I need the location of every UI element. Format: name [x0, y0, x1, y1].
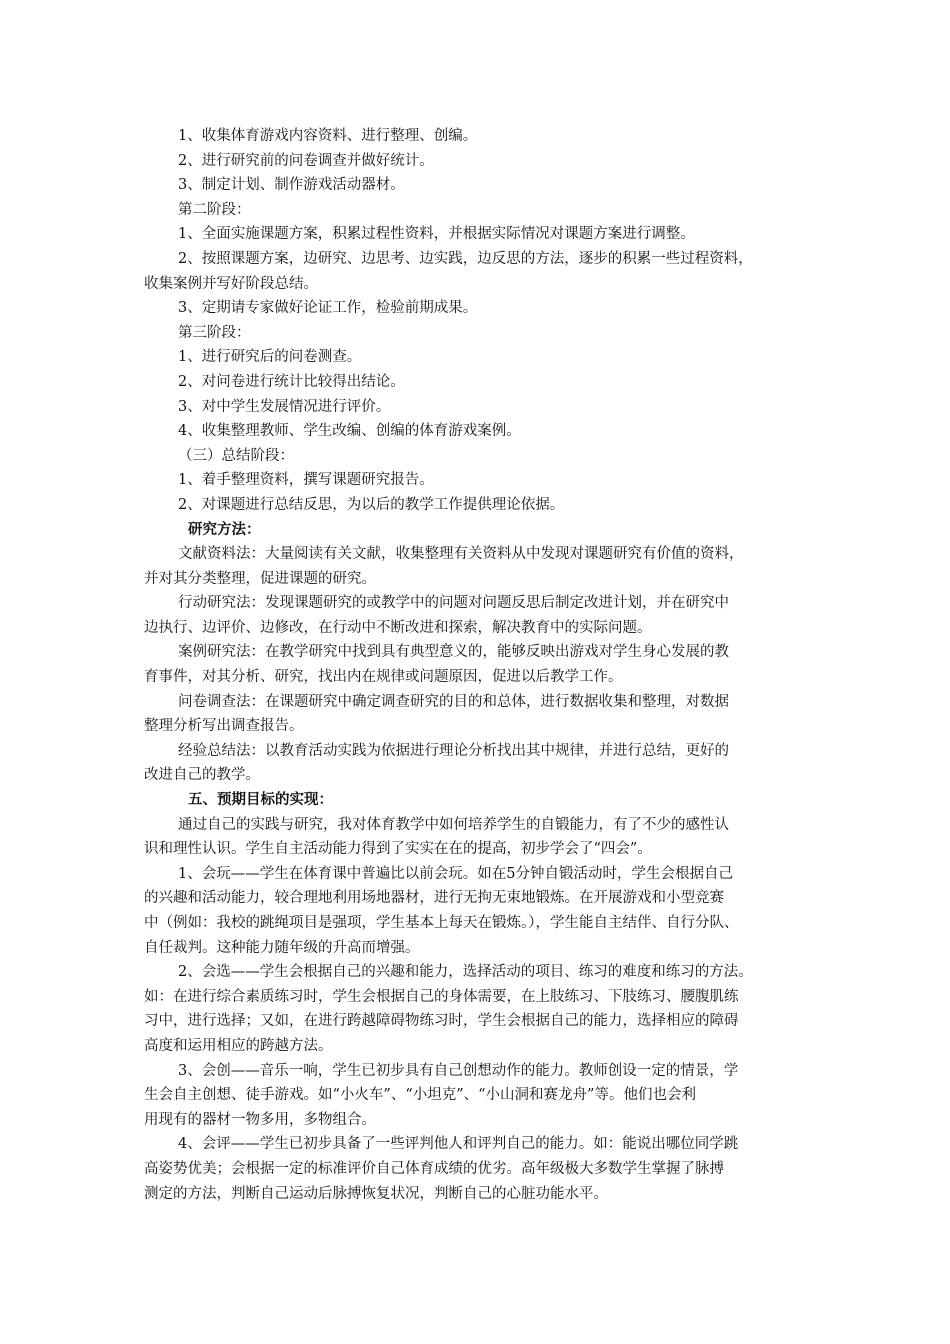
- text-line: 用现有的器材一物多用，多物组合。: [144, 1111, 376, 1128]
- text-line: 习中，进行选择；又如，在进行跨越障碍物练习时，学生会根据自己的能力，选择相应的障碍: [144, 1013, 739, 1030]
- text-line: 识和理性认识。学生自主活动能力得到了实实在在的提高，初步学会了“四会”。: [144, 841, 652, 858]
- text-line: 1、收集体育游戏内容资料、进行整理、创编。: [178, 128, 478, 144]
- text-line: 2、对课题进行总结反思，为以后的教学工作提供理论依据。: [178, 496, 565, 513]
- text-line: 3、会创——音乐一响，学生已初步具有自己创想动作的能力。教师创设一定的情景，学: [178, 1062, 739, 1079]
- text-line: 整理分析写出调查报告。: [144, 718, 304, 735]
- text-line: 高度和运用相应的跨越方法。: [144, 1037, 333, 1054]
- text-line: 1、进行研究后的问卷测查。: [178, 349, 362, 366]
- document-body: [144, 124, 812, 1206]
- text-line: 改进自己的教学。: [144, 767, 260, 784]
- text-line: 第三阶段：: [178, 324, 251, 341]
- text-line: 测定的方法，判断自己运动后脉搏恢复状况，判断自己的心脏功能水平。: [144, 1185, 608, 1202]
- text-line: 如：在进行综合素质练习时，学生会根据自己的身体需要，在上肢练习、下肢练习、腰腹肌练: [144, 988, 739, 1005]
- text-line: 行动研究法：发现课题研究的或教学中的问题对问题反思后制定改进计划，并在研究中: [178, 595, 729, 612]
- text-line: 育事件，对其分析、研究，找出内在规律或问题原因，促进以后教学工作。: [144, 669, 623, 686]
- text-line: 通过自己的实践与研究，我对体育教学中如何培养学生的自锻能力，有了不少的感性认: [178, 816, 729, 833]
- text-line: 3、定期请专家做好论证工作，检验前期成果。: [178, 300, 478, 317]
- text-line: 第二阶段：: [178, 201, 251, 218]
- text-line: 高姿势优美；会根据一定的标准评价自己体育成绩的优劣。高年级极大多数学生掌握了脉搏: [144, 1160, 724, 1177]
- text-line: 2、对问卷进行统计比较得出结论。: [178, 373, 405, 390]
- text-line: 中（例如：我校的跳绳项目是强项，学生基本上每天在锻炼。），学生能自主结伴、自行分队、: [144, 915, 739, 931]
- text-line: 1、着手整理资料，撰写课题研究报告。: [178, 472, 434, 489]
- text-line: 2、会选——学生会根据自己的兴趣和能力，选择活动的项目、练习的难度和练习的方法。: [178, 964, 753, 981]
- text-line: 4、会评——学生已初步具备了一些评判他人和评判自己的能力。如：能说出哪位同学跳: [178, 1136, 739, 1153]
- text-line: 2、按照课题方案，边研究、边思考、边实践，边反思的方法，逐步的积累一些过程资料，: [178, 250, 753, 267]
- text-line: 边执行、边评价、边修改，在行动中不断改进和探索，解决教育中的实际问题。: [144, 619, 652, 636]
- text-line: 收集案例并写好阶段总结。: [144, 275, 318, 292]
- text-line: 1、会玩——学生在体育课中普遍比以前会玩。如在5分钟自锻活动时，学生会根据自己: [178, 865, 733, 882]
- text-line: 案例研究法：在教学研究中找到具有典型意义的，能够反映出游戏对学生身心发展的教: [178, 644, 729, 661]
- section-heading: 五、预期目标的实现：: [188, 791, 333, 809]
- text-line: 3、制定计划、制作游戏活动器材。: [178, 177, 405, 194]
- text-line: 自任裁判。这种能力随年级的升高而增强。: [144, 939, 420, 956]
- text-line: 3、对中学生发展情况进行评价。: [178, 398, 391, 415]
- text-line: 生会自主创想、徒手游戏。如“小火车”、“小坦克”、“小山洞和赛龙舟”等。他们也会利: [144, 1087, 696, 1104]
- text-line: 4、收集整理教师、学生改编、创编的体育游戏案例。: [178, 423, 521, 440]
- text-line: 1、全面实施课题方案，积累过程性资料，并根据实际情况对课题方案进行调整。: [178, 226, 695, 243]
- text-line: 经验总结法：以教育活动实践为依据进行理论分析找出其中规律，并进行总结，更好的: [178, 742, 729, 759]
- text-line: 的兴趣和活动能力，较合理地利用场地器材，进行无拘无束地锻炼。在开展游戏和小型竞赛: [144, 890, 724, 907]
- text-line: 问卷调查法：在课题研究中确定调查研究的目的和总体，进行数据收集和整理，对数据: [178, 693, 729, 710]
- text-line: 文献资料法：大量阅读有关文献，收集整理有关资料从中发现对课题研究有价值的资料，: [178, 546, 744, 563]
- text-line: （三）总结阶段：: [178, 447, 294, 464]
- section-heading: 研究方法：: [188, 520, 261, 538]
- text-line: 并对其分类整理，促进课题的研究。: [144, 570, 376, 587]
- text-line: 2、进行研究前的问卷调查并做好统计。: [178, 152, 434, 169]
